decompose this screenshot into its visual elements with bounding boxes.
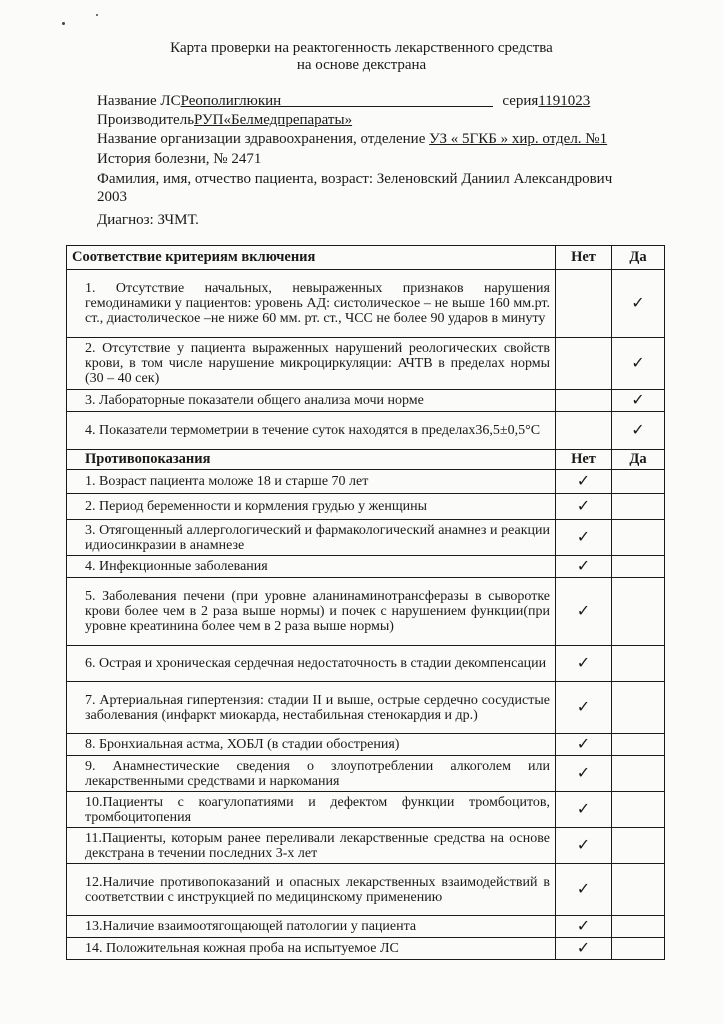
patient-birth-year: 2003 xyxy=(97,189,127,205)
contraindication-row xyxy=(67,864,665,916)
contraindication-row-no-cell xyxy=(556,646,612,682)
case-history: История болезни, № 2471 xyxy=(97,151,262,167)
contraindication-row-yes-cell xyxy=(612,556,665,578)
contraindication-row-text: 1. Возраст пациента моложе 18 и старше 70 лет xyxy=(67,470,556,494)
check-mark-icon: ✓ xyxy=(576,498,591,515)
contraindication-row-no-cell xyxy=(556,916,612,938)
check-mark-icon: ✓ xyxy=(576,881,591,898)
contraindication-row xyxy=(67,520,665,556)
scan-speck xyxy=(62,22,65,25)
contraindication-row-text: 3. Отягощенный аллергологический и фармакологический анамнез и реакции идиосинкразии в анамнезе xyxy=(67,520,556,556)
check-mark-icon: ✓ xyxy=(576,473,591,490)
title-line-1: Карта проверки на реактогенность лекарственного средства xyxy=(170,40,553,56)
inclusion-row xyxy=(67,390,665,412)
scan-speck xyxy=(96,14,98,16)
col-no-header: Нет xyxy=(556,450,612,470)
contraindication-row-yes-cell xyxy=(612,828,665,864)
contraindication-row-no-cell xyxy=(556,756,612,792)
check-mark-icon: ✓ xyxy=(576,940,591,957)
contraindication-row-no-cell xyxy=(556,556,612,578)
document-title xyxy=(0,40,723,74)
contraindication-row-text: 13.Наличие взаимоотягощающей патологии у пациента xyxy=(67,916,556,938)
contraindication-row xyxy=(67,938,665,960)
check-mark-icon: ✓ xyxy=(576,558,591,575)
check-mark-icon: ✓ xyxy=(576,765,591,782)
manufacturer-value: РУП«Белмедпрепараты» xyxy=(194,112,353,128)
contraindications-header-row xyxy=(67,450,665,470)
check-mark-icon: ✓ xyxy=(576,918,591,935)
contraindication-row xyxy=(67,682,665,734)
col-no-header: Нет xyxy=(556,246,612,270)
inclusion-row-text: 3. Лабораторные показатели общего анализа мочи норме xyxy=(67,390,556,412)
contraindication-row-text: 14. Положительная кожная проба на испытуемое ЛС xyxy=(67,938,556,960)
patient-line xyxy=(97,170,697,206)
contraindication-row-no-cell xyxy=(556,864,612,916)
criteria-table xyxy=(66,245,665,960)
inclusion-row-text: 4. Показатели термометрии в течение суток находятся в пределах36,5±0,5°С xyxy=(67,412,556,450)
inclusion-row-no-cell xyxy=(556,270,612,338)
check-mark-icon: ✓ xyxy=(576,655,591,672)
inclusion-row-text: 2. Отсутствие у пациента выраженных нарушений реологических свойств крови, в том числе нарушение микроциркуляции: АЧТВ в пределах нормы (30 – 40 сек) xyxy=(67,338,556,390)
drug-name-field xyxy=(181,92,493,107)
contraindication-row-no-cell xyxy=(556,734,612,756)
contraindication-row xyxy=(67,734,665,756)
organization-value: УЗ « 5ГКБ » хир. отдел. №1 xyxy=(429,131,608,147)
drug-label: Название ЛС xyxy=(97,93,181,109)
title-line-2: на основе декстрана xyxy=(296,57,427,73)
contraindication-row-yes-cell xyxy=(612,470,665,494)
contraindication-row-text: 2. Период беременности и кормления грудью у женщины xyxy=(67,494,556,520)
col-yes-header: Да xyxy=(612,450,665,470)
contraindication-row xyxy=(67,828,665,864)
manufacturer-label: Производитель xyxy=(97,112,195,128)
contraindication-row xyxy=(67,646,665,682)
contraindication-row-text: 5. Заболевания печени (при уровне аланинаминотрансферазы в сыворотке крови более чем в 2 раза выше нормы) и почек с нарушением функции(при уровне креатинина более чем в 2 раза выше нормы) xyxy=(67,578,556,646)
inclusion-row-yes-cell xyxy=(612,412,665,450)
contraindication-row-yes-cell xyxy=(612,792,665,828)
contraindication-row-no-cell xyxy=(556,682,612,734)
check-mark-icon: ✓ xyxy=(631,392,645,409)
contraindication-row-yes-cell xyxy=(612,916,665,938)
inclusion-row xyxy=(67,412,665,450)
contraindication-row-yes-cell xyxy=(612,494,665,520)
contraindication-row xyxy=(67,556,665,578)
inclusion-row-text: 1. Отсутствие начальных, невыраженных признаков нарушения гемодинамики у пациентов: уровень АД: систолическое – не выше 160 мм.рт. ст., диастолическое –не ниже 60 мм. рт. ст., ЧСС не более 90 ударов в минуту xyxy=(67,270,556,338)
check-mark-icon: ✓ xyxy=(576,529,591,546)
contraindication-row xyxy=(67,756,665,792)
contraindication-row xyxy=(67,578,665,646)
contraindication-row-text: 11.Пациенты, которым ранее переливали лекарственные средства на основе декстрана в течении последних 3-х лет xyxy=(67,828,556,864)
check-mark-icon: ✓ xyxy=(576,603,591,620)
check-mark-icon: ✓ xyxy=(576,837,591,854)
contraindication-row-text: 12.Наличие противопоказаний и опасных лекарственных взаимодействий в соответствии с инструкцией по медицинскому применению xyxy=(67,864,556,916)
contraindication-row xyxy=(67,494,665,520)
inclusion-row xyxy=(67,270,665,338)
inclusion-header-row xyxy=(67,246,665,270)
contraindication-row-text: 8. Бронхиальная астма, ХОБЛ (в стадии обострения) xyxy=(67,734,556,756)
contraindication-row-yes-cell xyxy=(612,682,665,734)
contraindication-row-no-cell xyxy=(556,470,612,494)
inclusion-row xyxy=(67,338,665,390)
check-mark-icon: ✓ xyxy=(631,422,645,439)
contraindication-row-text: 9. Анамнестические сведения о злоупотреблении алкоголем или лекарственными средствами и наркомания xyxy=(67,756,556,792)
drug-name-value: Реополиглюкин xyxy=(180,93,282,109)
check-mark-icon: ✓ xyxy=(631,295,645,312)
drug-name-line xyxy=(97,92,697,110)
contraindication-row-yes-cell xyxy=(612,578,665,646)
diagnosis: Диагноз: ЗЧМТ. xyxy=(97,212,199,228)
organization-line xyxy=(97,130,717,148)
contraindication-row-yes-cell xyxy=(612,520,665,556)
col-yes-header: Да xyxy=(612,246,665,270)
contraindication-row-yes-cell xyxy=(612,646,665,682)
inclusion-row-yes-cell xyxy=(612,270,665,338)
check-mark-icon: ✓ xyxy=(576,736,591,753)
contraindication-row-text: 4. Инфекционные заболевания xyxy=(67,556,556,578)
contraindication-row-yes-cell xyxy=(612,938,665,960)
inclusion-row-no-cell xyxy=(556,390,612,412)
check-mark-icon: ✓ xyxy=(631,355,645,372)
contraindication-row-no-cell xyxy=(556,792,612,828)
inclusion-row-yes-cell xyxy=(612,338,665,390)
contraindication-row-yes-cell xyxy=(612,756,665,792)
inclusion-row-yes-cell xyxy=(612,390,665,412)
inclusion-row-no-cell xyxy=(556,412,612,450)
contraindication-row-yes-cell xyxy=(612,864,665,916)
patient-label: Фамилия, имя, отчество пациента, возраст: Зеленовский Даниил Александрович xyxy=(97,171,613,187)
contraindication-row-no-cell xyxy=(556,828,612,864)
check-mark-icon: ✓ xyxy=(576,801,591,818)
contraindication-row-no-cell xyxy=(556,938,612,960)
series-value: 1191023 xyxy=(538,93,591,109)
contraindication-row-no-cell xyxy=(556,520,612,556)
contraindication-row-no-cell xyxy=(556,578,612,646)
contraindication-row-yes-cell xyxy=(612,734,665,756)
series-label: серия xyxy=(502,93,539,109)
contraindication-row xyxy=(67,470,665,494)
check-mark-icon: ✓ xyxy=(576,699,591,716)
contraindication-row-text: 10.Пациенты с коагулопатиями и дефектом функции тромбоцитов, тромбоцитопения xyxy=(67,792,556,828)
contraindications-section-title: Противопоказания xyxy=(67,450,556,470)
contraindication-row-no-cell xyxy=(556,494,612,520)
contraindication-row-text: 6. Острая и хроническая сердечная недостаточность в стадии декомпенсации xyxy=(67,646,556,682)
inclusion-row-no-cell xyxy=(556,338,612,390)
inclusion-section-title: Соответствие критериям включения xyxy=(67,246,556,270)
contraindication-row xyxy=(67,916,665,938)
contraindication-row xyxy=(67,792,665,828)
contraindication-row-text: 7. Артериальная гипертензия: стадии II и выше, острые сердечно сосудистые заболевания (инфаркт миокарда, нестабильная стенокардия и др.) xyxy=(67,682,556,734)
organization-label: Название организации здравоохранения, отделение xyxy=(97,131,430,147)
manufacturer-line xyxy=(97,111,697,129)
